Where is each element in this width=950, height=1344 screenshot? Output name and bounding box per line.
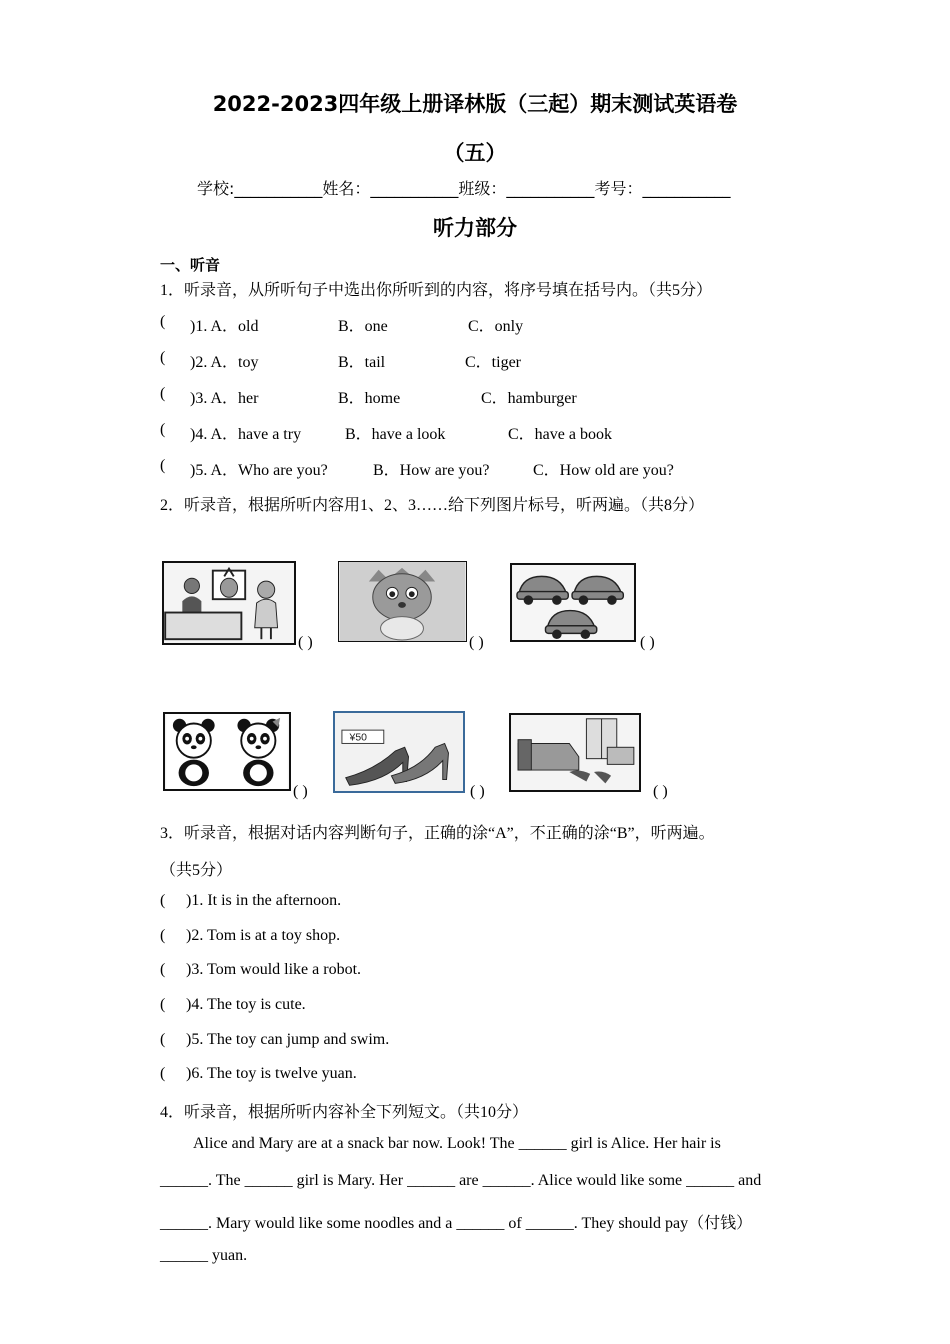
statement-text: )6. The toy is twelve yuan. — [186, 1065, 357, 1082]
option-b: B．home — [338, 390, 401, 407]
q2-instruction: 2．听录音，根据所听内容用1、2、3……给下列图片标号，听两遍。（共8分） — [160, 497, 705, 514]
statement-text: )3. Tom would like a robot. — [186, 961, 362, 978]
answer-paren: ( — [160, 457, 166, 474]
school-field: 学校:___________ — [197, 179, 323, 198]
option-a: )5. A．Who are you? — [190, 462, 328, 479]
option-a: )1. A．old — [190, 318, 259, 335]
picture-answer-blank: ( ) — [470, 783, 485, 800]
option-c: C．only — [468, 318, 524, 335]
answer-paren: ( — [160, 421, 166, 438]
picture-answer-blank: ( ) — [293, 783, 308, 800]
answer-paren: ( — [160, 892, 166, 909]
cars-picture — [510, 563, 636, 642]
option-b: B．tail — [338, 354, 386, 371]
picture-answer-blank: ( ) — [653, 783, 668, 800]
part-title: 一、听音 — [160, 256, 221, 274]
statement-text: )5. The toy can jump and swim. — [186, 1031, 390, 1048]
number-field: 考号：___________ — [594, 179, 731, 198]
answer-paren: ( — [160, 313, 166, 330]
option-c: C．tiger — [465, 354, 521, 371]
answer-paren: ( — [160, 961, 166, 978]
option-a: )3. A．her — [190, 390, 259, 407]
option-c: C．have a book — [508, 426, 612, 443]
answer-paren: ( — [160, 996, 166, 1013]
answer-paren: ( — [160, 385, 166, 402]
price-tag-text: ¥50 — [349, 732, 367, 744]
shop-scene-picture — [162, 561, 296, 645]
passage-line: ______ yuan. — [160, 1247, 248, 1264]
picture-answer-blank: ( ) — [640, 634, 655, 651]
option-b: B．How are you? — [373, 462, 490, 479]
shoes-picture — [333, 711, 465, 793]
answer-paren: ( — [160, 927, 166, 944]
statement-text: )1. It is in the afternoon. — [186, 892, 342, 909]
q1-instruction: 1．听录音，从所听句子中选出你所听到的内容，将序号填在括号内。（共5分） — [160, 282, 713, 299]
name-field: 姓名：___________ — [322, 179, 459, 198]
stuffed-toy-picture — [338, 561, 467, 642]
option-c: C．How old are you? — [533, 462, 674, 479]
option-b: B．have a look — [345, 426, 446, 443]
page-title: 2022-2023四年级上册译林版（三起）期末测试英语卷 — [212, 92, 738, 116]
passage-line: Alice and Mary are at a snack bar now. Look! The ______ girl is Alice. Her hair is — [193, 1135, 721, 1152]
class-field: 班级：___________ — [458, 179, 595, 198]
option-a: )2. A．toy — [190, 354, 259, 371]
option-a: )4. A．have a try — [190, 426, 302, 443]
passage-line: ______. The ______ girl is Mary. Her ______ are ______. Alice would like some ______ and — [160, 1172, 762, 1189]
page-subtitle: （五） — [443, 141, 507, 165]
q3-score: （共5分） — [160, 862, 233, 879]
option-b: B．one — [338, 318, 388, 335]
info-line — [197, 176, 730, 199]
answer-paren: ( — [160, 1031, 166, 1048]
statement-text: )2. Tom is at a toy shop. — [186, 927, 341, 944]
section-title: 听力部分 — [433, 216, 517, 240]
statement-text: )4. The toy is cute. — [186, 996, 306, 1013]
option-c: C．hamburger — [481, 390, 577, 407]
answer-paren: ( — [160, 1065, 166, 1082]
picture-answer-blank: ( ) — [298, 634, 313, 651]
bedroom-picture — [509, 713, 641, 792]
passage-line: ______. Mary would like some noodles and a ______ of ______. They should pay（付钱） — [160, 1215, 753, 1232]
picture-answer-blank: ( ) — [469, 634, 484, 651]
q4-instruction: 4．听录音，根据所听内容补全下列短文。（共10分） — [160, 1104, 529, 1121]
pandas-picture — [163, 712, 291, 791]
q3-instruction: 3．听录音，根据对话内容判断句子，正确的涂“A”，不正确的涂“B”，听两遍。 — [160, 825, 715, 842]
answer-paren: ( — [160, 349, 166, 366]
